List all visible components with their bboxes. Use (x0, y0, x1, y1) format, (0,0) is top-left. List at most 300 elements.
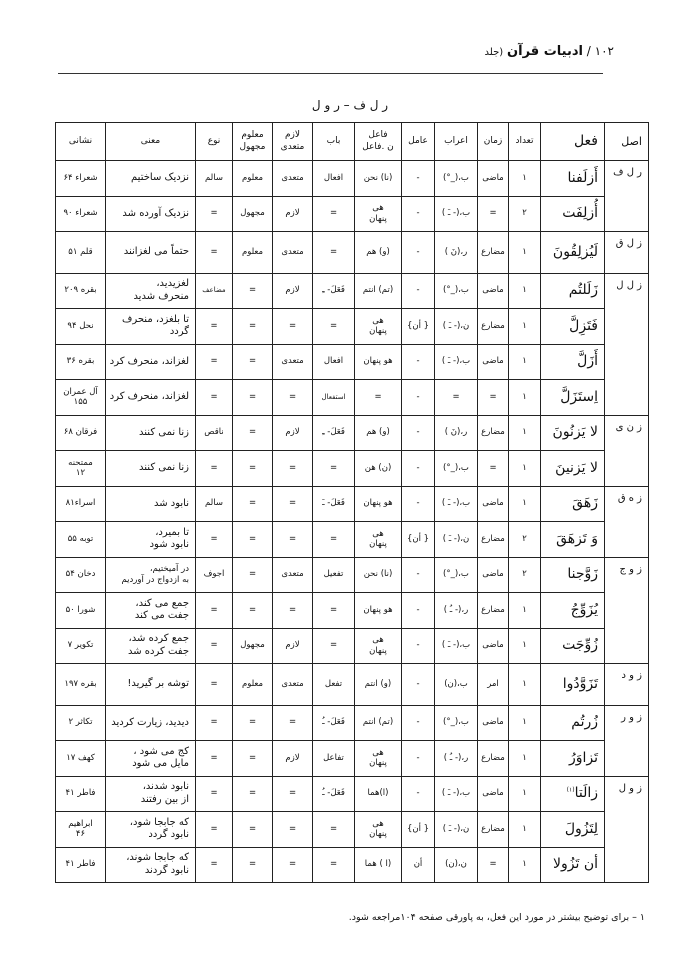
erab-cell: = (435, 380, 478, 416)
neshani-cell: بقره ۱۹۷ (56, 664, 106, 706)
fael-cell: (و) انتم (355, 664, 402, 706)
fael-cell: (و) هم (355, 232, 402, 274)
verb-text: أُزلِفَت (562, 205, 598, 221)
zaman-cell: = (478, 196, 509, 232)
tedad-cell: ۱ (509, 161, 541, 197)
bab-cell: = (313, 593, 355, 629)
erab-cell: ب،(_°) (435, 451, 478, 487)
maloum-cell: = (233, 273, 273, 309)
verb-text: أَزلَفنا (567, 169, 598, 186)
now-cell: = (196, 812, 233, 848)
amel-cell: - (402, 593, 435, 629)
erab-cell: ن،(ن) (435, 847, 478, 883)
maloum-cell: = (233, 486, 273, 522)
table-header-row (56, 123, 649, 161)
neshani-cell: تکاثر ۲ (56, 705, 106, 741)
tedad-cell: ۱ (509, 415, 541, 451)
mana-cell: توشه بر گیرید! (106, 664, 196, 706)
maloum-cell: = (233, 309, 273, 345)
fel-cell (541, 593, 605, 629)
now-cell: = (196, 593, 233, 629)
lazem-cell: متعدی (273, 344, 313, 380)
amel-cell: أن (402, 847, 435, 883)
erab-cell: ب،(- ـَ ) (435, 628, 478, 664)
bab-cell: = (313, 847, 355, 883)
fael-cell: (نا) نحن (355, 161, 402, 197)
verb-text: زُرتُم (571, 714, 598, 730)
zaman-cell: مضارع (478, 232, 509, 274)
header-divider (58, 73, 603, 74)
mana-cell: زنا نمی کنند (106, 451, 196, 487)
mana-cell: دیدید، زیارت کردید (106, 705, 196, 741)
table-row (56, 380, 649, 416)
fael-cell: هو پنهان (355, 344, 402, 380)
bab-cell: تفاعل (313, 741, 355, 777)
bab-cell: فَعَلَ- ـُ (313, 705, 355, 741)
neshani-cell: شعراء ۶۴ (56, 161, 106, 197)
root-cell: ر ل ف (605, 161, 649, 232)
table-row (56, 273, 649, 309)
table-row (56, 344, 649, 380)
erab-cell: ن،(- ـَ ) (435, 812, 478, 848)
tedad-cell: ۱ (509, 273, 541, 309)
neshani-cell: کهف ۱۷ (56, 741, 106, 777)
verb-text: اِستَزَلَّ (560, 388, 598, 405)
lazem-cell: لازم (273, 273, 313, 309)
tedad-cell: ۱ (509, 486, 541, 522)
fael-cell: هی پنهان (355, 522, 402, 558)
lazem-cell: = (273, 812, 313, 848)
fael-cell: (ن) هن (355, 451, 402, 487)
neshani-cell: دخان ۵۴ (56, 557, 106, 593)
mana-cell: جمع کرده شد، جفت کرده شد (106, 628, 196, 664)
table-body (56, 161, 649, 883)
maloum-cell: = (233, 705, 273, 741)
fael-cell: (ا)هما (355, 776, 402, 812)
now-cell: = (196, 847, 233, 883)
bab-cell: = (313, 309, 355, 345)
zaman-cell: ماضی (478, 557, 509, 593)
mana-cell: زنا نمی کنند (106, 415, 196, 451)
fael-cell: (تم) انتم (355, 705, 402, 741)
mana-cell: جمع می کند، جفت می کند (106, 593, 196, 629)
bab-cell: = (313, 812, 355, 848)
fael-cell: (ا ) هما (355, 847, 402, 883)
fael-cell: هو پنهان (355, 486, 402, 522)
mana-cell: حتماً می لغزانند (106, 232, 196, 274)
neshani-cell: ممتحنه ۱۲ (56, 451, 106, 487)
tedad-cell: ۲ (509, 196, 541, 232)
fel-cell (541, 664, 605, 706)
now-cell: = (196, 664, 233, 706)
table-row (56, 232, 649, 274)
zaman-cell: ماضی (478, 705, 509, 741)
root-cell: ز و د (605, 664, 649, 706)
erab-cell: ب،(_°) (435, 273, 478, 309)
tedad-cell: ۱ (509, 344, 541, 380)
verb-text: أَزَلَّ (577, 353, 598, 369)
page-number: ۱۰۲ / (586, 44, 614, 58)
erab-cell: ب،(ن) (435, 664, 478, 706)
bab-cell: = (313, 522, 355, 558)
bab-cell: فَعَلَ- ـِ (313, 415, 355, 451)
lazem-cell: = (273, 451, 313, 487)
erab-cell: ب،(- ـَ ) (435, 196, 478, 232)
column-header-neshani: نشانی (56, 123, 106, 161)
now-cell: سالم (196, 486, 233, 522)
neshani-cell: بقره ۲۰۹ (56, 273, 106, 309)
fael-cell: هو پنهان (355, 593, 402, 629)
neshani-cell: شورا ۵۰ (56, 593, 106, 629)
bab-cell: تفعیل (313, 557, 355, 593)
column-header-fael: فاعل ن .فاعل (355, 123, 402, 161)
verb-text: لَیُزلِقُونَ (552, 243, 598, 260)
lazem-cell: = (273, 705, 313, 741)
tedad-cell: ۱ (509, 776, 541, 812)
amel-cell: - (402, 664, 435, 706)
zaman-cell: = (478, 847, 509, 883)
table-row (56, 847, 649, 883)
column-header-asl: اصل (605, 123, 649, 161)
column-header-now: نوع (196, 123, 233, 161)
maloum-cell: = (233, 593, 273, 629)
lazem-cell: متعدی (273, 557, 313, 593)
erab-cell: ب،(- ـَ ) (435, 344, 478, 380)
fael-cell: (و) هم (355, 415, 402, 451)
now-cell: اجوف (196, 557, 233, 593)
table-row (56, 196, 649, 232)
fel-cell (541, 847, 605, 883)
lazem-cell: لازم (273, 415, 313, 451)
bab-cell: افعال (313, 161, 355, 197)
bab-cell: فَعَلَ- ـِ (313, 273, 355, 309)
tedad-cell: ۱ (509, 664, 541, 706)
bab-cell: = (313, 628, 355, 664)
amel-cell: { أن} (402, 309, 435, 345)
fael-cell: هی پنهان (355, 812, 402, 848)
root-cell: ز ل ق (605, 232, 649, 274)
verb-text: أن تَزُولا (553, 856, 598, 872)
lazem-cell: = (273, 522, 313, 558)
tedad-cell: ۱ (509, 380, 541, 416)
tedad-cell: ۱ (509, 593, 541, 629)
fel-cell (541, 776, 605, 812)
now-cell: = (196, 232, 233, 274)
mana-cell: نزدیک ساختیم (106, 161, 196, 197)
bab-cell: فَعَلَ- ـُ (313, 776, 355, 812)
column-header-erab: اعراب (435, 123, 478, 161)
now-cell: = (196, 196, 233, 232)
fel-cell (541, 522, 605, 558)
erab-cell: ن،(- ـَ ) (435, 309, 478, 345)
amel-cell: - (402, 273, 435, 309)
verb-text: زَلَلتُم (568, 282, 598, 298)
section-title: ر ل ف – ر و ل (311, 98, 389, 112)
tedad-cell: ۱ (509, 309, 541, 345)
table-row (56, 812, 649, 848)
erab-cell: ن،(- ـَ ) (435, 522, 478, 558)
zaman-cell: امر (478, 664, 509, 706)
now-cell: = (196, 344, 233, 380)
erab-cell: ر،(نَ ) (435, 415, 478, 451)
table-row (56, 161, 649, 197)
verb-table (55, 122, 649, 883)
mana-cell: در آمیختیم، به ازدواج در آوردیم (106, 557, 196, 593)
running-header (485, 44, 614, 59)
table-row (56, 664, 649, 706)
neshani-cell: اسراء۸۱ (56, 486, 106, 522)
mana-cell: نزدیک آورده شد (106, 196, 196, 232)
lazem-cell: لازم (273, 196, 313, 232)
zaman-cell: مضارع (478, 812, 509, 848)
volume-label: (جلد (484, 47, 504, 58)
tedad-cell: ۱ (509, 628, 541, 664)
now-cell: = (196, 309, 233, 345)
now-cell: مضاعف (196, 273, 233, 309)
maloum-cell: معلوم (233, 664, 273, 706)
footnote: ۱ – برای توضیح بیشتر در مورد این فعل، به پاورقی صفحه ۱۰۴مراجعه شود. (348, 912, 645, 923)
amel-cell: - (402, 451, 435, 487)
neshani-cell: فاطر ۴۱ (56, 776, 106, 812)
amel-cell: - (402, 705, 435, 741)
neshani-cell: آل عمران ۱۵۵ (56, 380, 106, 416)
fel-cell (541, 451, 605, 487)
fel-cell (541, 741, 605, 777)
tedad-cell: ۱ (509, 232, 541, 274)
fel-cell (541, 196, 605, 232)
amel-cell: - (402, 380, 435, 416)
tedad-cell: ۱ (509, 812, 541, 848)
tedad-cell: ۱ (509, 705, 541, 741)
bab-cell: = (313, 232, 355, 274)
zaman-cell: مضارع (478, 741, 509, 777)
table-row (56, 451, 649, 487)
verb-text: لِتَزُولَ (564, 820, 598, 837)
lazem-cell: متعدی (273, 161, 313, 197)
neshani-cell: شعراء ۹۰ (56, 196, 106, 232)
zaman-cell: ماضی (478, 344, 509, 380)
mana-cell: تا بمیرد، نابود شود (106, 522, 196, 558)
erab-cell: ب،(- ـَ ) (435, 486, 478, 522)
mana-cell: کج می شود ، مایل می شود (106, 741, 196, 777)
tedad-cell: ۱ (509, 741, 541, 777)
table-row (56, 776, 649, 812)
verb-text: یُزَوِّجُ (570, 601, 598, 618)
table-row (56, 741, 649, 777)
fel-cell (541, 232, 605, 274)
fel-cell (541, 309, 605, 345)
verb-text: زالَتا (574, 785, 598, 801)
amel-cell: { أن} (402, 812, 435, 848)
amel-cell: { أن} (402, 522, 435, 558)
erab-cell: ر،(- ـُ ) (435, 741, 478, 777)
fael-cell: (نا) نحن (355, 557, 402, 593)
table-row (56, 628, 649, 664)
now-cell: = (196, 705, 233, 741)
fel-cell (541, 380, 605, 416)
lazem-cell: = (273, 486, 313, 522)
maloum-cell: معلوم (233, 161, 273, 197)
fel-cell (541, 628, 605, 664)
table-row (56, 557, 649, 593)
table-row (56, 486, 649, 522)
now-cell: = (196, 741, 233, 777)
mana-cell: نابود شد (106, 486, 196, 522)
zaman-cell: ماضی (478, 776, 509, 812)
lazem-cell: = (273, 380, 313, 416)
fael-cell: هی پنهان (355, 741, 402, 777)
fel-cell (541, 344, 605, 380)
column-header-zaman: زمان (478, 123, 509, 161)
mana-cell: لغزاند، منحرف کرد (106, 380, 196, 416)
neshani-cell: بقره ۳۶ (56, 344, 106, 380)
tedad-cell: ۲ (509, 522, 541, 558)
maloum-cell: = (233, 344, 273, 380)
lazem-cell: لازم (273, 628, 313, 664)
bab-cell: استفعال (313, 380, 355, 416)
maloum-cell: = (233, 741, 273, 777)
table-row (56, 522, 649, 558)
lazem-cell: = (273, 309, 313, 345)
zaman-cell: ماضی (478, 161, 509, 197)
zaman-cell: = (478, 451, 509, 487)
amel-cell: - (402, 741, 435, 777)
bab-cell: = (313, 451, 355, 487)
column-header-amel: عامل (402, 123, 435, 161)
tedad-cell: ۲ (509, 557, 541, 593)
amel-cell: - (402, 557, 435, 593)
tedad-cell: ۱ (509, 847, 541, 883)
mana-cell: لغزیدید، منحرف شدید (106, 273, 196, 309)
erab-cell: ب،(- ـَ ) (435, 776, 478, 812)
zaman-cell: مضارع (478, 309, 509, 345)
lazem-cell: = (273, 847, 313, 883)
neshani-cell: فاطر ۴۱ (56, 847, 106, 883)
column-header-lazem: لازم متعدی (273, 123, 313, 161)
neshani-cell: توبه ۵۵ (56, 522, 106, 558)
lazem-cell: متعدی (273, 232, 313, 274)
zaman-cell: مضارع (478, 593, 509, 629)
zaman-cell: مضارع (478, 522, 509, 558)
bab-cell: افعال (313, 344, 355, 380)
now-cell: = (196, 776, 233, 812)
amel-cell: - (402, 486, 435, 522)
mana-cell: تا بلغزد، منحرف گردد (106, 309, 196, 345)
mana-cell: نابود شدند، از بین رفتند (106, 776, 196, 812)
table-row (56, 705, 649, 741)
column-header-tedad: تعداد (509, 123, 541, 161)
mana-cell: که جابجا شود، نابود گردد (106, 812, 196, 848)
verb-text: زَوَّجنا (567, 566, 598, 582)
zaman-cell: ماضی (478, 273, 509, 309)
bab-cell: تفعل (313, 664, 355, 706)
now-cell: ناقص (196, 415, 233, 451)
neshani-cell: نحل ۹۴ (56, 309, 106, 345)
fel-cell (541, 486, 605, 522)
maloum-cell: = (233, 557, 273, 593)
fel-cell (541, 161, 605, 197)
fel-cell (541, 415, 605, 451)
column-header-mana: معنی (106, 123, 196, 161)
verb-text: زُوِّجَت (562, 637, 598, 653)
root-cell: ز ن ی (605, 415, 649, 486)
verb-text: لا یَزنُونَ (552, 424, 598, 440)
fael-cell: (تم) انتم (355, 273, 402, 309)
root-cell: ز و ر (605, 705, 649, 776)
mana-cell: لغزاند، منحرف کرد (106, 344, 196, 380)
mana-cell: که جابجا شوند، نابود گردند (106, 847, 196, 883)
table-row (56, 309, 649, 345)
maloum-cell: = (233, 451, 273, 487)
fael-cell: = (355, 380, 402, 416)
amel-cell: - (402, 776, 435, 812)
now-cell: = (196, 522, 233, 558)
erab-cell: ب،(_°) (435, 557, 478, 593)
erab-cell: ب،(_°) (435, 705, 478, 741)
maloum-cell: = (233, 812, 273, 848)
neshani-cell: قلم ۵۱ (56, 232, 106, 274)
zaman-cell: ماضی (478, 628, 509, 664)
root-cell: ز و ج (605, 557, 649, 664)
fael-cell: هی پنهان (355, 628, 402, 664)
fel-cell (541, 705, 605, 741)
tedad-cell: ۱ (509, 451, 541, 487)
column-header-maloum: معلوم مجهول (233, 123, 273, 161)
zaman-cell: مضارع (478, 415, 509, 451)
lazem-cell: متعدی (273, 664, 313, 706)
fael-cell: هی پنهان (355, 196, 402, 232)
maloum-cell: مجهول (233, 196, 273, 232)
maloum-cell: = (233, 415, 273, 451)
verb-text: تَزاوَرُ (568, 749, 598, 766)
root-cell: ز و ل (605, 776, 649, 883)
amel-cell: - (402, 415, 435, 451)
footnote-marker[interactable]: (۱) (566, 786, 575, 794)
fel-cell (541, 273, 605, 309)
erab-cell: ر،(نَ ) (435, 232, 478, 274)
root-cell: ز ه ق (605, 486, 649, 557)
erab-cell: ر،(- ـُ ) (435, 593, 478, 629)
maloum-cell: معلوم (233, 232, 273, 274)
verb-text: لا یَزنینَ (555, 459, 598, 476)
verb-text: تَزَوَّدُوا (562, 675, 598, 692)
amel-cell: - (402, 628, 435, 664)
neshani-cell: تکویر ۷ (56, 628, 106, 664)
lazem-cell: لازم (273, 741, 313, 777)
erab-cell: ب،(_°) (435, 161, 478, 197)
bab-cell: = (313, 196, 355, 232)
bab-cell: فَعَلَ- ـَ (313, 486, 355, 522)
amel-cell: - (402, 161, 435, 197)
verb-text: زَهَقَ (572, 495, 598, 511)
table-row (56, 593, 649, 629)
fel-cell (541, 812, 605, 848)
zaman-cell: ماضی (478, 486, 509, 522)
maloum-cell: = (233, 522, 273, 558)
now-cell: = (196, 380, 233, 416)
column-header-bab: باب (313, 123, 355, 161)
column-header-fel: فعل (541, 123, 605, 161)
maloum-cell: مجهول (233, 628, 273, 664)
verb-text: وَ تَزهَقَ (556, 530, 598, 547)
now-cell: = (196, 451, 233, 487)
maloum-cell: = (233, 380, 273, 416)
amel-cell: - (402, 344, 435, 380)
neshani-cell: فرقان ۶۸ (56, 415, 106, 451)
zaman-cell: = (478, 380, 509, 416)
fel-cell (541, 557, 605, 593)
amel-cell: - (402, 232, 435, 274)
